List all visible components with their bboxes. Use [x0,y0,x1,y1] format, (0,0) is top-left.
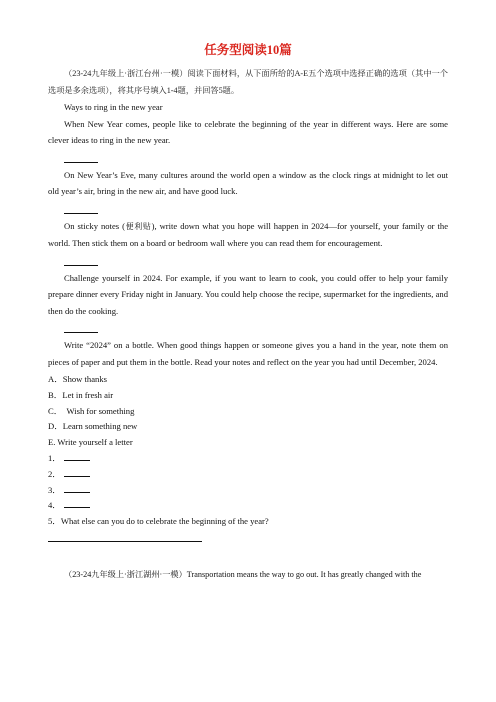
question-4 [48,498,448,514]
p3-note: 便利贴 [124,221,152,231]
passage-heading: Ways to ring in the new year [64,102,163,112]
questions-list [48,451,448,530]
question-3 [48,483,448,499]
passage-paragraph-5: Write “2024” on a bottle. When good things happen or someone gives you a hand in the year, note them on pieces of paper and put them in the bottle. Read your notes and reflect on the year you had until December, 2024. [48,340,448,367]
option-d: D．Learn something new [48,421,138,432]
question-3-blank [64,484,90,493]
passage-paragraph-4: Challenge yourself in 2024. For example, if you want to learn to cook, you could offer to help your family prepare dinner every Friday night in January. You could help choose the recipe, supermarket for the ingredients, and then do the cooking. [48,272,448,316]
p3-before: On sticky notes ( [64,220,125,231]
answer-blank-2 [64,206,98,214]
question-1-blank [64,452,90,461]
question-5: 5．What else can you do to celebrate the beginning of the year? [48,516,269,527]
question-4-blank [64,499,90,508]
option-e: E. Write yourself a letter [48,437,133,448]
question-2-blank [64,468,90,477]
question-2 [48,467,448,483]
option-c: C． Wish for something [48,405,135,416]
option-b: B．Let in fresh air [48,389,114,400]
question-4-number: 4． [48,500,61,511]
passage-paragraph-3 [48,218,448,252]
question-1-number: 1． [48,452,61,463]
passage-paragraph-1: When New Year comes, people like to celebrate the beginning of the year in different ways. Here are some clever ideas to ring in the new year. [48,118,448,145]
next-exercise-intro: （23-24九年级上·浙江湖州·一模）Transportation means the way to go out. It has greatly changed with the [64,569,422,579]
question-1 [48,451,448,467]
answer-blank-4 [64,325,98,333]
answer-blank-3 [64,258,98,266]
page-title: 任务型阅读10篇 [204,43,292,57]
option-a: A．Show thanks [48,374,107,384]
question-2-number: 2． [48,468,61,479]
exercise-instructions: （23-24九年级上·浙江台州·一模）阅读下面材料，从下面所给的A-E五个选项中选择正确的选项（其中一个选项是多余选项），将其序号填入1-4题，并回答5题。 [48,69,448,95]
options-list [48,372,448,451]
question-5-answer-line [48,540,202,542]
question-3-number: 3． [48,484,61,495]
p3-after: ), write down what you hope will happen in 2024—for yourself, your family or the world. Then stick them on a board or bedroom wall where you can read them for encouragement. [48,220,449,248]
passage-paragraph-2: On New Year’s Eve, many cultures around the world open a window as the clock rings at midnight to let out old year’s air, bring in the new air, and have good luck. [48,169,448,196]
answer-blank-1 [64,155,98,163]
